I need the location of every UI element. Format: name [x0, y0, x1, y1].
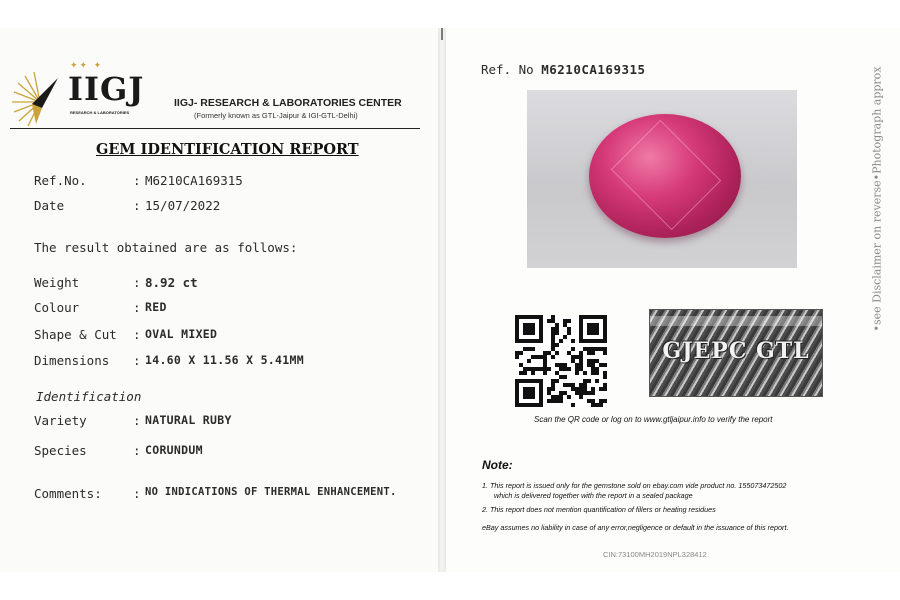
date-value: 15/07/2022: [145, 198, 221, 213]
field-label: Weight: [34, 275, 80, 290]
comments-value: NO INDICATIONS OF THERMAL ENHANCEMENT.: [145, 486, 397, 498]
comments-label: Comments:: [34, 486, 102, 501]
field-label: Species: [34, 443, 87, 458]
hologram-band: [650, 316, 822, 326]
field-label: Dimensions: [34, 353, 110, 368]
hologram-seal: [649, 309, 823, 397]
logo-mark: IIGJ: [68, 70, 145, 108]
intro-text: The result obtained are as follows:: [34, 240, 298, 255]
field-label: Colour: [34, 300, 80, 315]
iigj-logo: [8, 60, 158, 128]
note-title: Note:: [482, 458, 513, 472]
colon: :: [133, 353, 141, 368]
ref-value: M6210CA169315: [145, 173, 243, 188]
variety-value: NATURAL RUBY: [145, 413, 232, 427]
stars-icon: ✦✦ ✦: [70, 60, 104, 70]
lab-formerly: (Formerly known as GTL-Jaipur & IGI-GTL-Delhi): [194, 111, 358, 120]
lab-name: IIGJ- RESEARCH & LABORATORIES CENTER: [174, 97, 402, 109]
fold-mark: [441, 28, 443, 40]
starburst-icon: [8, 68, 68, 128]
colon: :: [133, 173, 141, 188]
report-title: GEM IDENTIFICATION REPORT: [96, 141, 359, 158]
ruby-gemstone: [589, 114, 741, 238]
qr-code-icon[interactable]: [515, 315, 607, 407]
header-divider: [10, 128, 420, 129]
cin-number: CIN:73100MH2019NPL328412: [603, 550, 707, 559]
shape-value: OVAL MIXED: [145, 327, 218, 341]
gem-facet: [611, 120, 721, 230]
colour-value: RED: [145, 300, 167, 314]
side-note-text: •see Disclaimer on reverse•Photograph approx: [870, 66, 884, 332]
date-label: Date: [34, 198, 65, 213]
colon: :: [133, 443, 141, 458]
scan-instruction: Scan the QR code or log on to www.gtljaipur.info to verify the report: [534, 415, 773, 424]
right-ref: [481, 62, 646, 77]
gem-photo: [527, 90, 797, 268]
ref-label: Ref.No.: [34, 173, 87, 188]
identification-heading: Identification: [36, 389, 142, 404]
colon: :: [133, 327, 141, 342]
colon: :: [133, 300, 141, 315]
right-ref-value: M6210CA169315: [541, 62, 646, 77]
colon: :: [133, 486, 141, 501]
colon: :: [133, 275, 141, 290]
colon: :: [133, 198, 141, 213]
weight-value: 8.92 ct: [145, 275, 198, 290]
hologram-text: GJEPC GTL: [662, 338, 810, 364]
dimensions-value: 14.60 X 11.56 X 5.41MM: [145, 353, 304, 367]
note-line-1: 1. This report is issued only for the gemstone sold on ebay.com vide product no. 155073472502: [482, 481, 787, 490]
field-label: Shape & Cut: [34, 327, 117, 342]
field-label: Variety: [34, 413, 87, 428]
note-line-4: eBay assumes no liability in case of any error,negligence or default in the issuance of this report.: [482, 523, 789, 532]
colon: :: [133, 413, 141, 428]
species-value: CORUNDUM: [145, 443, 203, 457]
page-fold: [438, 28, 446, 572]
note-line-2: which is delivered together with the report in a sealed package: [494, 491, 693, 500]
side-note: [866, 68, 888, 330]
right-ref-label: Ref. No: [481, 62, 534, 77]
note-line-3: 2. This report does not mention quantification of fillers or heating residues: [482, 505, 716, 514]
logo-tagline: RESEARCH & LABORATORIES: [70, 110, 130, 115]
